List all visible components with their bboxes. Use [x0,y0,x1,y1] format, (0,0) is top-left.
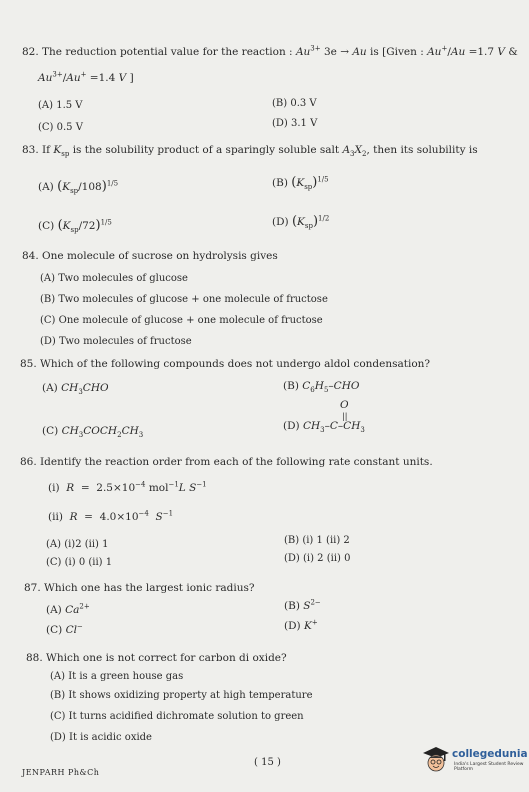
q87-option-c: (C) Cl− [46,622,83,636]
page-number: ( 15 ) [254,757,281,768]
q82-option-c: (C) 0.5 V [38,122,83,133]
q85-option-a: (A) $CH_3CHO$ [42,382,109,397]
q88-option-a: (A) It is a green house gas [50,671,184,682]
paper-code: JENPARH Ph&Ch [22,768,100,777]
q86-stem: 86. Identify the reaction order from each of the following rate constant units. [20,456,433,468]
q82-option-a: (A) 1.5 V [38,100,83,111]
q87-stem: 87. Which one has the largest ionic radius? [24,582,255,594]
q87-option-b: (B) $S^{2-}$ [284,598,321,612]
q85-stem: 85. Which of the following compounds does not undergo aldol condensation? [20,358,431,370]
q82-given2: $Au^{3+}/Au^+ =1.4$ V ] [38,70,134,84]
oxygen-atom: O [340,399,349,411]
q84-stem: 84. One molecule of sucrose on hydrolysis gives [22,250,278,262]
q85-option-c: (C) $CH_3COCH_2CH_3$ [42,425,144,440]
q86-option-d: (D) (i) 2 (ii) 0 [284,553,351,564]
collegedunia-logo [422,745,526,775]
q87-option-d: (D) K+ [284,618,318,632]
q86-item-i: (i) $R = 2.5\times 10^{-4}$ mol$^{-1}$L $S^{-1}$ [48,480,207,494]
q88-option-d: (D) It is acidic oxide [50,732,152,743]
double-bond: || [342,412,348,421]
q84-option-c: (C) One molecule of glucose + one molecule of fructose [40,315,323,326]
q83-option-a: (A) $(K_{sp}/108)^{1/5}$ [38,179,119,196]
q84-option-a: (A) Two molecules of glucose [40,273,188,284]
q84-option-b: (B) Two molecules of glucose + one molecule of fructose [40,294,328,305]
q82-option-b: (B) 0.3 V [272,98,317,109]
q88-option-b: (B) It shows oxidizing property at high temperature [50,690,313,701]
q88-option-c: (C) It turns acidified dichromate solution to green [50,711,304,722]
q86-item-ii: (ii) $R = 4.0\times 10^{-4}$ $S^{-1}$ [48,509,174,523]
graduate-face-icon [422,745,450,773]
logo-wordmark: collegedunia [452,748,528,760]
q86-option-b: (B) (i) 1 (ii) 2 [284,535,350,546]
q86-option-c: (C) (i) 0 (ii) 1 [46,557,113,568]
q88-stem: 88. Which one is not correct for carbon di oxide? [26,652,287,664]
q87-option-a: (A) $Ca^{2+}$ [46,602,90,616]
q85-option-b: (B) $C_6H_5$–CHO [283,380,360,395]
logo-tagline: India's Largest Student Review Platform [454,762,524,772]
q86-option-a: (A) (i)2 (ii) 1 [46,539,109,550]
q83-option-d: (D) $(K_{sp})^{1/2}$ [272,214,330,231]
q83-stem: 83. If $K_{sp}$ is the solubility product of a sparingly soluble salt $A_3X_2$, then its solubility is [22,144,478,159]
q83-option-b: (B) $(K_{sp})^{1/5}$ [272,175,329,192]
q83-option-c: (C) $(K_{sp}/72)^{1/5}$ [38,218,112,235]
q84-option-d: (D) Two molecules of fructose [40,336,192,347]
q82-stem: 82. The reduction potential value for the reaction : $Au^{3+}$ 3e → Au is [Given : Au+/Au =1.7 V & [22,44,518,58]
q82-option-d: (D) 3.1 V [272,118,318,129]
q85-option-d: O || (D) $CH_3-C-CH_3$ [283,399,365,435]
